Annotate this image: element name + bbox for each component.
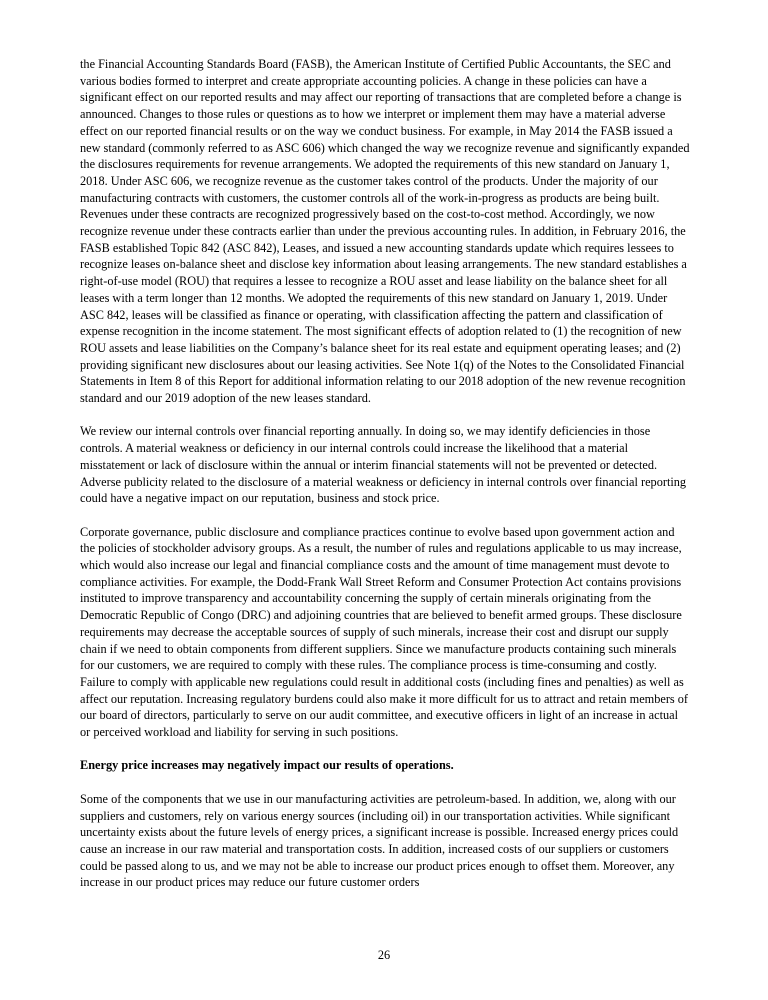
section-heading-energy-prices: Energy price increases may negatively impact our results of operations. bbox=[80, 758, 454, 773]
page-number: 26 bbox=[377, 948, 391, 963]
paragraph-accounting-standards: the Financial Accounting Standards Board (FASB), the American Institute of Certified Public Accountants, the SEC and various bodies formed to interpret and create appropriate accounting policies. A change in these policies can have a significant effect on our reported results and may affect our reporting of transactions that are completed before a change is announced. Changes to those rules or questions as to how we interpret or implement them may have a material adverse effect on our reported financial results or on the way we conduct business. For example, in May 2014 the FASB issued a new standard (commonly referred to as ASC 606) which changed the way we recognize revenue and significantly expanded the disclosures requirements for revenue arrangements. We adopted the requirements of this new standard on January 1, 2018. Under ASC 606, we recognize revenue as the customer takes control of the products. Under the majority of our manufacturing contracts with customers, the customer controls all of the work-in-progress as products are being built. Revenues under these contracts are recognized progressively based on the cost-to-cost method. Accordingly, we now recognize revenue under these contracts earlier than under the previous accounting rules. In addition, in February 2016, the FASB established Topic 842 (ASC 842), Leases, and issued a new accounting standards update which requires lessees to recognize leases on-balance sheet and disclose key information about leasing arrangements. The new standard establishes a right-of-use model (ROU) that requires a lessee to recognize a ROU asset and lease liability on the balance sheet for all leases with a term longer than 12 months. We adopted the requirements of this new standard on January 1, 2019. Under ASC 842, leases will be classified as finance or operating, with classification affecting the pattern and classification of expense recognition in the income statement. The most significant effects of adoption related to (1) the recognition of new ROU assets and lease liabilities on the Company’s balance sheet for its real estate and equipment operating leases; and (2) providing significant new disclosures about our leasing activities. See Note 1(q) of the Notes to the Consolidated Financial Statements in Item 8 of this Report for additional information relating to our 2018 adoption of the new revenue recognition standard and our 2019 adoption of the new leases standard. bbox=[80, 57, 690, 406]
paragraph-corporate-governance: Corporate governance, public disclosure and compliance practices continue to evolve based upon government action and the policies of stockholder advisory groups. As a result, the number of rules and regulations applicable to us may increase, which would also increase our legal and financial compliance costs and the amount of time management must devote to compliance activities. For example, the Dodd-Frank Wall Street Reform and Consumer Protection Act contains provisions instituted to improve transparency and accountability concerning the supply of certain minerals originating from the Democratic Republic of Congo (DRC) and adjoining countries that are believed to benefit armed groups. These disclosure requirements may decrease the acceptable sources of supply of such minerals, increase their cost and disrupt our supply chain if we need to obtain components from different suppliers. Since we manufacture products containing such minerals for our customers, we are required to comply with these rules. The compliance process is time-consuming and costly. Failure to comply with applicable new regulations could result in additional costs (including fines and penalties) as well as affect our reputation. Increasing regulatory burdens could also make it more difficult for us to attract and retain members of our board of directors, particularly to serve on our audit committee, and executive officers in light of an increase in actual or perceived workload and liability for serving in such positions. bbox=[80, 524, 689, 740]
paragraph-energy-prices: Some of the components that we use in our manufacturing activities are petroleum-based. In addition, we, along with our suppliers and customers, rely on various energy sources (including oil) in our transportation activities. While significant uncertainty exists about the future levels of energy prices, a significant increase is possible. Increased energy prices could cause an increase in our raw material and transportation costs. In addition, increased costs of our suppliers or customers could be passed along to us, and we may not be able to increase our product prices enough to offset them. Moreover, any increase in our product prices may reduce our future customer orders bbox=[80, 791, 679, 890]
paragraph-internal-controls: We review our internal controls over financial reporting annually. In doing so, we may identify deficiencies in those controls. A material weakness or deficiency in our internal controls could increase the likelihood that a material misstatement or lack of disclosure within the annual or interim financial statements will not be prevented or detected. Adverse publicity related to the disclosure of a material weakness or deficiency in internal controls over financial reporting could have a negative impact on our reputation, business and stock price. bbox=[80, 424, 687, 506]
